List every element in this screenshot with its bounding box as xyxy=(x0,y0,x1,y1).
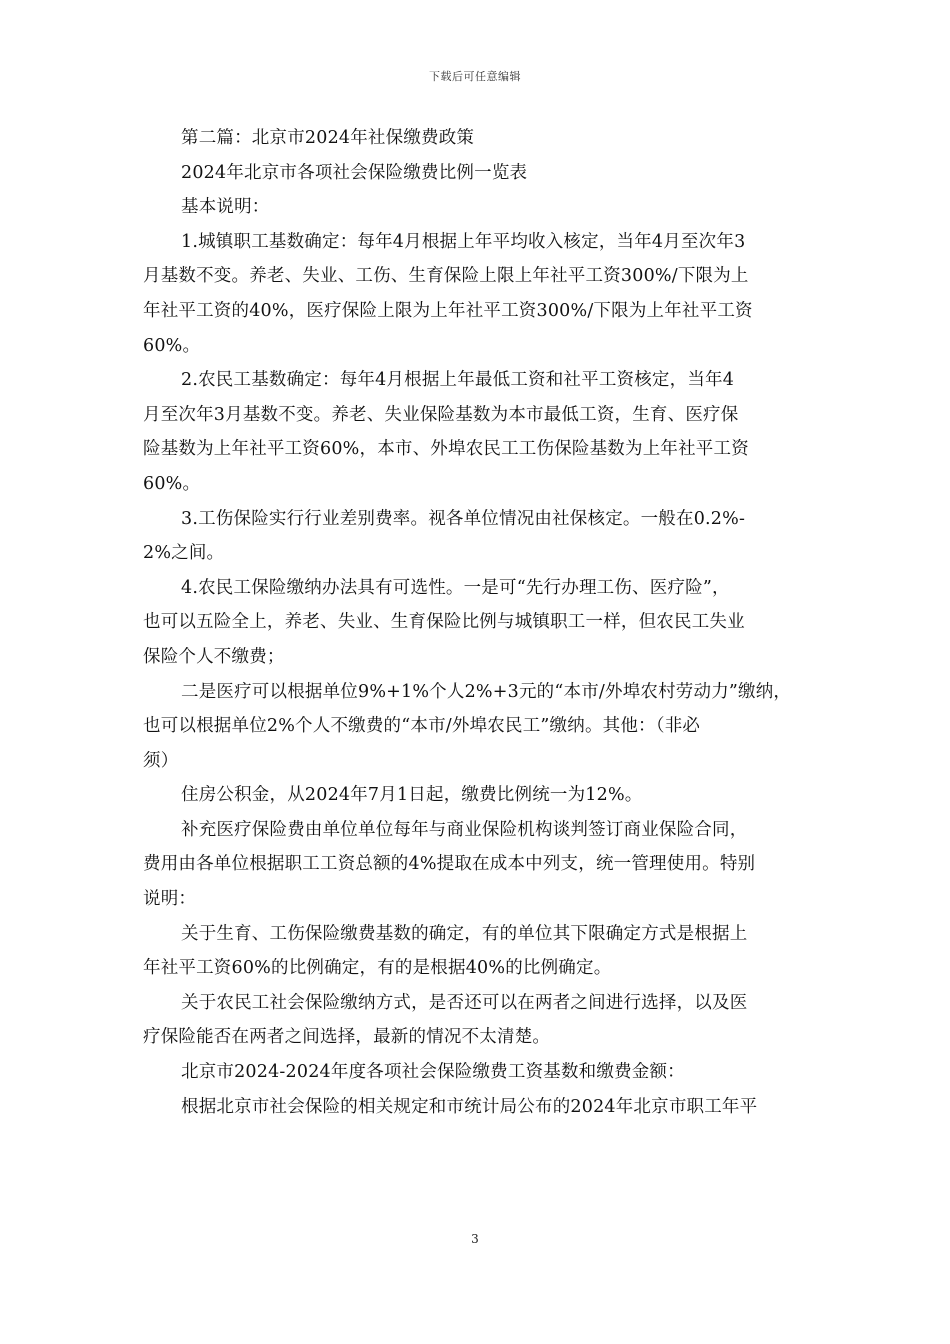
paragraph-line: 说明： xyxy=(143,889,197,910)
paragraph-line: 关于生育、工伤保险缴费基数的确定，有的单位其下限确定方式是根据上 xyxy=(181,923,748,944)
paragraph-line: 60%。 xyxy=(143,335,201,356)
paragraph-line: 险基数为上年社平工资60%，本市、外埠农民工工伤保险基数为上年社平工资 xyxy=(143,439,749,460)
paragraph-line: 也可以根据单位2%个人不缴费的“本市/外埠农民工”缴纳。其他：（非必 xyxy=(143,716,701,737)
section-title: 第二篇：北京市2024年社保缴费政策 xyxy=(181,128,475,148)
paragraph-line: 4.农民工保险缴纳办法具有可选性。一是可“先行办理工伤、医疗险”， xyxy=(181,577,730,598)
paragraph-line: 也可以五险全上，养老、失业、生育保险比例与城镇职工一样，但农民工失业 xyxy=(143,612,745,633)
paragraph-line: 补充医疗保险费由单位单位每年与商业保险机构谈判签订商业保险合同， xyxy=(181,819,748,840)
paragraph-line: 关于农民工社会保险缴纳方式，是否还可以在两者之间进行选择，以及医 xyxy=(181,992,748,1013)
document-body xyxy=(143,121,809,1124)
paragraph-line: 住房公积金，从2024年7月1日起，缴费比例统一为12%。 xyxy=(181,785,643,806)
paragraph-line: 费用由各单位根据职工工资总额的4%提取在成本中列支，统一管理使用。特别 xyxy=(143,854,756,875)
paragraph-line: 二是医疗可以根据单位9%+1%个人2%+3元的“本市/外埠农村劳动力”缴纳， xyxy=(181,681,792,702)
paragraph-line: 根据北京市社会保险的相关规定和市统计局公布的2024年北京市职工年平 xyxy=(181,1096,758,1117)
paragraph-line: 2%之间。 xyxy=(143,543,225,564)
paragraph-line: 60%。 xyxy=(143,473,201,494)
page-number: 3 xyxy=(471,1232,479,1246)
paragraph-line: 保险个人不缴费； xyxy=(143,646,285,667)
paragraph-line: 2.农民工基数确定：每年4月根据上年最低工资和社平工资核定，当年4 xyxy=(181,370,735,391)
table-title: 2024年北京市各项社会保险缴费比例一览表 xyxy=(181,162,528,183)
paragraph-line: 月至次年3月基数不变。养老、失业保险基数为本市最低工资，生育、医疗保 xyxy=(143,404,739,425)
paragraph-line: 1.城镇职工基数确定：每年4月根据上年平均收入核定，当年4月至次年3 xyxy=(181,231,746,252)
paragraph-line: 须） xyxy=(143,750,179,771)
basic-description-heading: 基本说明： xyxy=(181,197,270,218)
paragraph-line: 疗保险能否在两者之间选择，最新的情况不太清楚。 xyxy=(143,1027,551,1048)
paragraph-line: 北京市2024-2024年度各项社会保险缴费工资基数和缴费金额： xyxy=(181,1062,685,1083)
paragraph-line: 月基数不变。养老、失业、工伤、生育保险上限上年社平工资300%/下限为上 xyxy=(143,266,749,287)
paragraph-line: 3.工伤保险实行行业差别费率。视各单位情况由社保核定。一般在0.2%- xyxy=(181,508,746,529)
header-note: 下载后可任意编辑 xyxy=(429,70,521,83)
paragraph-line: 年社平工资的40%，医疗保险上限为上年社平工资300%/下限为上年社平工资 xyxy=(143,300,753,321)
paragraph-line: 年社平工资60%的比例确定，有的是根据40%的比例确定。 xyxy=(143,958,612,979)
